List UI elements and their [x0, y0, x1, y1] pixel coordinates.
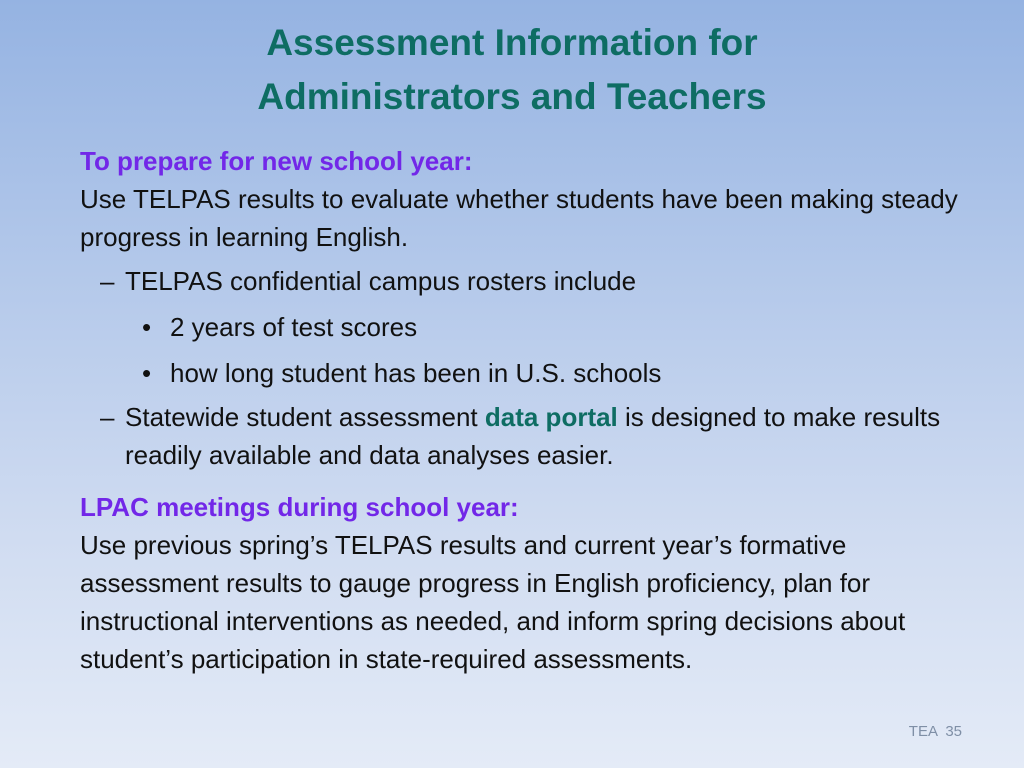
bullet-rosters [80, 262, 960, 300]
section-intro-text: Use TELPAS results to evaluate whether students have been making steady progress in learning English. [80, 184, 958, 252]
sub-bullet-us-schools [80, 354, 960, 392]
footer-org: TEA [908, 723, 938, 740]
bullet-rosters-text: TELPAS confidential campus rosters include [125, 266, 637, 296]
bullet-marker: • [142, 312, 152, 342]
bullet-data-portal [80, 398, 960, 474]
slide-title [0, 16, 1024, 124]
bullet-text-before: Statewide student assessment [125, 402, 485, 432]
section-lpac-text: Use previous spring’s TELPAS results and current year’s formative assessment results to gauge progress in English proficiency, plan for instructional interventions as needed, and inform spring decisions about student’s participation in state-required assessments. [80, 530, 906, 674]
dash-marker: – [100, 266, 115, 296]
data-portal-link[interactable]: data portal [484, 402, 618, 432]
title-line-1: Assessment Information for [266, 22, 758, 63]
sub-bullet-text: 2 years of test scores [170, 312, 418, 342]
slide-footer [905, 723, 962, 740]
dash-marker: – [100, 402, 115, 432]
title-line-2: Administrators and Teachers [257, 76, 767, 117]
bullet-marker: • [142, 358, 152, 388]
section-heading-lpac: LPAC meetings during school year: [80, 492, 519, 522]
sub-bullet-text: how long student has been in U.S. schools [170, 358, 662, 388]
sub-bullet-test-scores [80, 308, 960, 346]
section-spacer [80, 474, 960, 488]
slide-number: 35 [945, 723, 962, 740]
slide-content [80, 142, 960, 678]
bullet-text-after: is designed to make results readily available and data analyses easier. [125, 402, 941, 470]
section-heading-prepare: To prepare for new school year: [80, 146, 473, 176]
